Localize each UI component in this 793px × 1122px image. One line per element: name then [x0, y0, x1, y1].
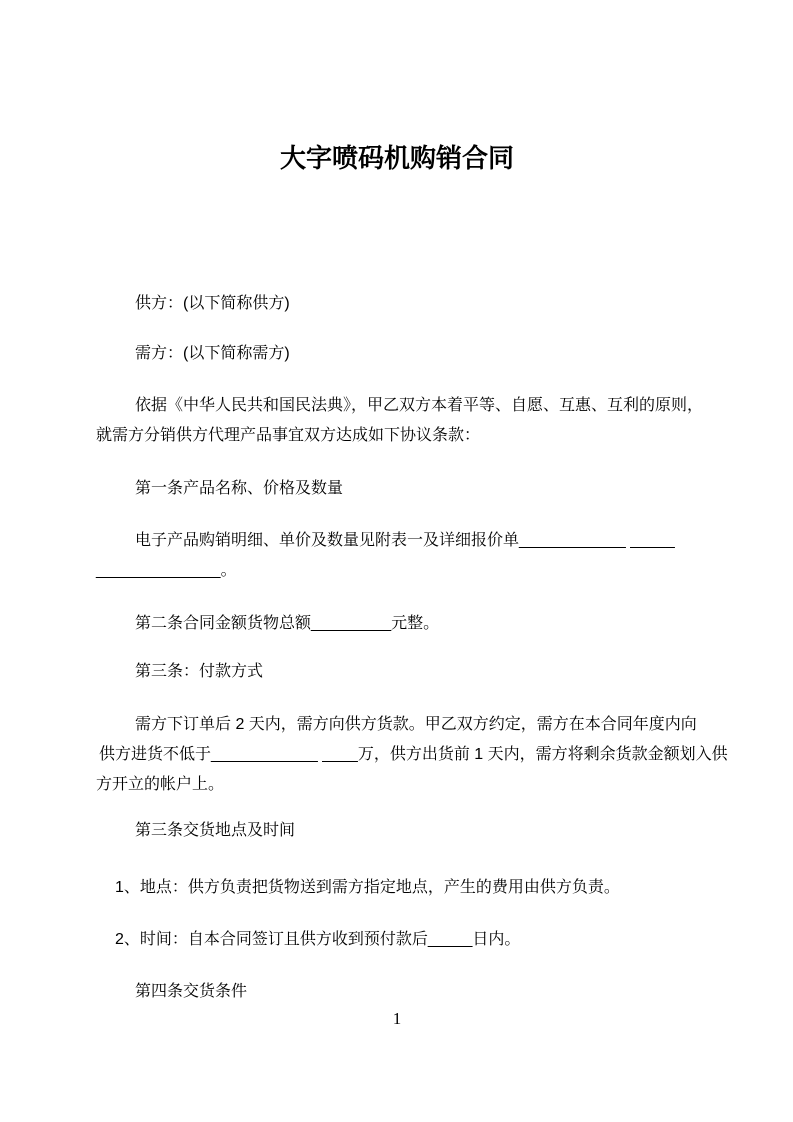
page-number: 1 — [392, 1009, 402, 1028]
party-buyer-line: 需方：(以下简称需方) — [135, 345, 290, 362]
preamble-line-1: 依据《中华人民共和国民法典》，甲乙双方本着平等、自愿、互惠、互利的原则， — [135, 397, 704, 414]
delivery-location-item: 1、地点：供方负责把货物送到需方指定地点，产生的费用由供方负责。 — [115, 879, 620, 896]
clause-3-payment-body-line-3: 方开立的帐户上。 — [96, 776, 225, 793]
clause-3-delivery-heading: 第三条交货地点及时间 — [135, 822, 296, 839]
document-title: 大字喷码机购销合同 — [279, 143, 514, 173]
clause-3-payment-heading: 第三条：付款方式 — [135, 663, 264, 680]
clause-3-payment-body-line-1: 需方下订单后 2 天内，需方向供方货款。甲乙双方约定，需方在本合同年度内向 — [135, 716, 697, 733]
clause-1-heading: 第一条产品名称、价格及数量 — [135, 480, 344, 497]
clause-2-heading: 第二条合同金额货物总额_________元整。 — [135, 615, 440, 632]
party-supplier-line: 供方：(以下简称供方) — [135, 295, 290, 312]
clause-1-body-line-2: ______________。 — [96, 562, 237, 579]
clause-3-payment-body-line-2: 供方进货不低于____________ ____万，供方出货前 1 天内，需方将剩余货款金额划入供 — [99, 746, 728, 763]
clause-4-heading: 第四条交货条件 — [135, 983, 248, 1000]
clause-1-body-line-1: 电子产品购销明细、单价及数量见附表一及详细报价单____________ _____ — [135, 532, 675, 549]
preamble-line-2: 就需方分销供方代理产品事宜双方达成如下协议条款： — [96, 427, 481, 444]
delivery-time-item: 2、时间：自本合同签订且供方收到预付款后_____日内。 — [115, 931, 521, 948]
